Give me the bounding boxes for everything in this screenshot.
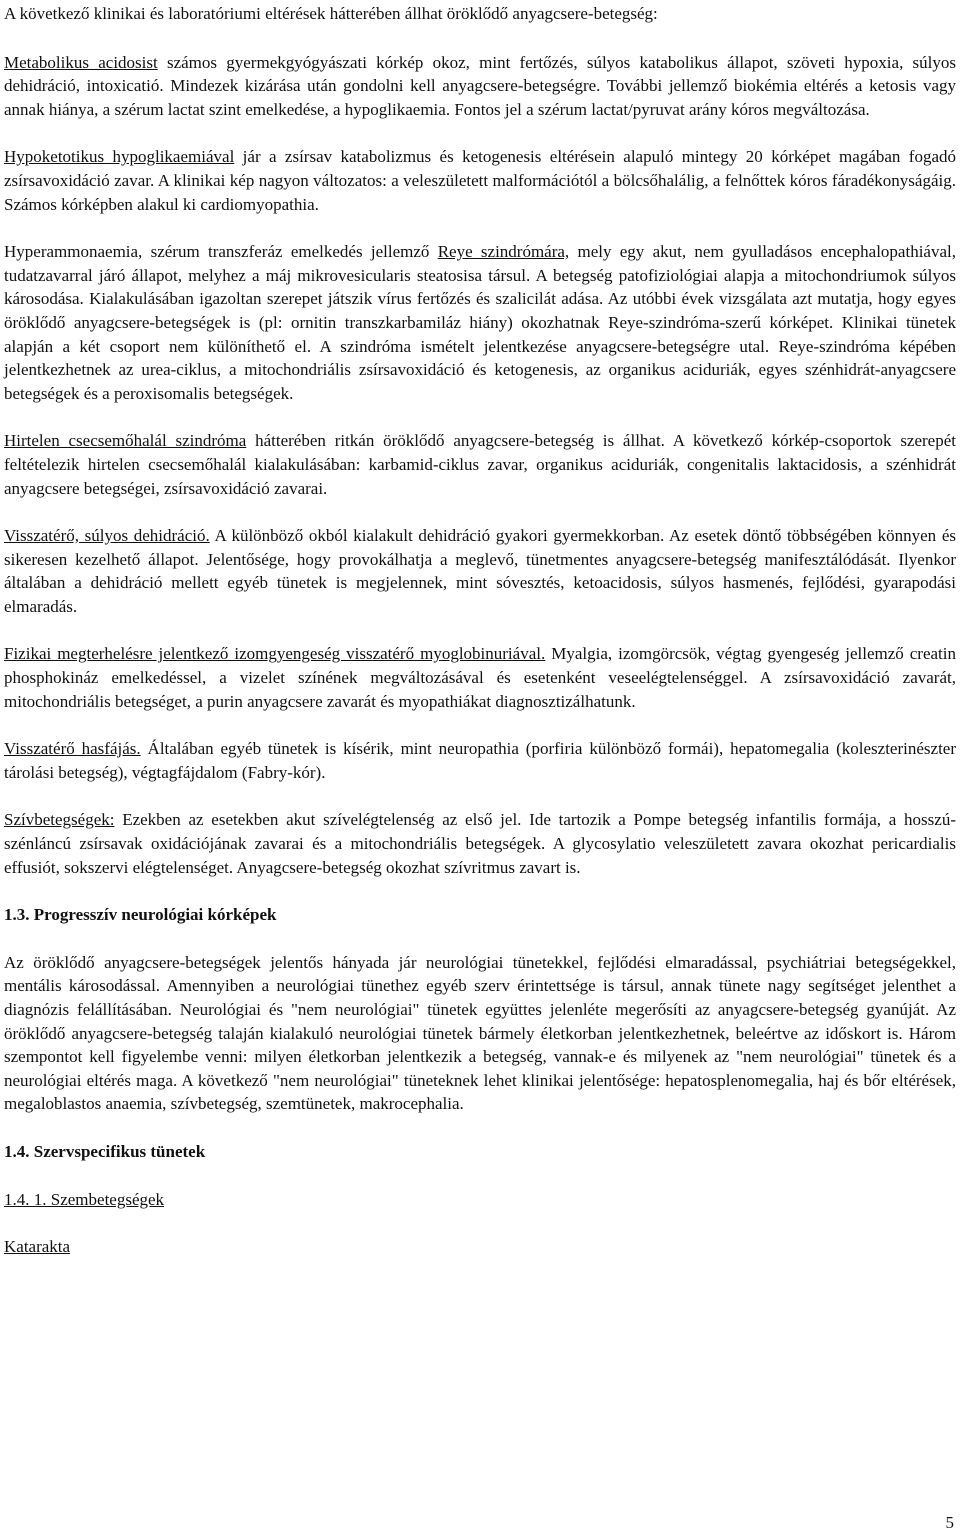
- subheading-cataract: Katarakta: [4, 1237, 71, 1257]
- term-reye: Reye szindrómára,: [437, 242, 570, 262]
- paragraph-body: hátterében ritkán öröklődő anyagcsere-betegség is állhat. A következő kórkép-csoportok szerepét feltételezik hirtelen csecsemőhalál kialakulásában: karbamid-ciklus zavar, organikus aciduriák, congenitalis laktacidosis, a szénhidrát anyagcsere betegségei, zsírsavoxidáció zavarai.: [4, 431, 957, 498]
- paragraph-dehydration: [4, 524, 956, 618]
- paragraph-heart-disease: [4, 808, 956, 879]
- paragraph-body: jár a zsírsav katabolizmus és ketogenesis eltérésein alapuló mintegy 20 kórképet magában fogadó zsírsavoxidáció zavar. A klinikai kép nagyon változatos: a veleszületett malformációtól a bölcsőhalálig, a felnőttek kóros fáradékonyságáig. Számos kórképben alakul ki cardiomyopathia.: [4, 147, 956, 214]
- page-number: 5: [945, 1513, 954, 1533]
- paragraph-lead: Hyperammonaemia, szérum transzferáz emelkedés jellemző: [4, 242, 438, 262]
- term-myoglobinuria: Fizikai megterhelésre jelentkező izomgyengeség visszatérő myoglobinuriával.: [4, 644, 546, 664]
- paragraph-body: Általában egyéb tünetek is kísérik, mint neuropathia (porfiria különböző formái), hepatomegalia (koleszterinészter tárolási betegség), végtagfájdalom (Fabry-kór).: [4, 739, 956, 782]
- document-page: [4, 2, 956, 1283]
- paragraph-myoglobinuria: [4, 642, 956, 713]
- paragraph-body: Ezekben az esetekben akut szívelégtelenség az első jel. Ide tartozik a Pompe betegség infantilis formája, a hosszú-szénláncú zsírsavak oxidációjának zavarai és a mitochondriális betegségek. A glycosylatio veleszületett zavara okozhat pericardialis effusiót, sokszervi elégtelenséget. Anyagcsere-betegség okozhat szívritmus zavart is.: [4, 810, 956, 877]
- paragraph-sids: [4, 429, 956, 500]
- term-abdominal-pain: Visszatérő hasfájás.: [4, 739, 141, 759]
- term-hypoketotic: Hypoketotikus hypoglikaemiával: [4, 147, 235, 167]
- paragraph-body: számos gyermekgyógyászati kórkép okoz, mint fertőzés, súlyos katabolikus állapot, szöveti hypoxia, súlyos dehidráció, intoxicatió. Mindezek kizárása után gondolni kell anyagcsere-betegségre. További jellemző biokémia eltérés a ketosis vagy annak hiánya, a szérum lactat szint emelkedése, a hypoglikaemia. Fontos jel a szérum lactat/pyruvat arány kóros megváltozása.: [4, 52, 957, 119]
- paragraph-body: Myalgia, izomgörcsök, végtag gyengeség jellemző creatin phosphokináz emelkedéssel, a vizelet színének megváltozásával és esetenként veseelégtelenséggel. A zsírsavoxidáció zavarát, mitochondriális betegséget, a purin anyagcsere zavarát és myopathiákat diagnosztizálhatunk.: [4, 644, 956, 711]
- paragraph-body: mely egy akut, nem gyulladásos encephalopathiával, tudatzavarral járó állapot, melyhez a máj mikrovesicularis steatosisa társul. A betegség patofiziológiai alapja a mitochondriumok súlyos károsodása. Kialakulásában igazoltan szerepet játszik vírus fertőzés és szalicilát adása. Az utóbbi évek vizsgálata azt mutatja, hogy egyes öröklődő anyagcsere-betegségek is (pl: ornitin transzkarbamiláz hiány) okozhatnak Reye-szindróma-szerű kórképet. Klinikai tünetek alapján a két csoport nem különíthető el. A szindróma ismételt jelentkezése anyagcsere-betegségre utal. Reye-szindróma képében jelentkezhetnek az urea-ciklus, a mitochondriális zsírsavoxidáció és ketogenesis, az organikus aciduriák, egyes szénhidrát-anyagcsere betegségek és a peroxisomalis betegségek.: [4, 242, 956, 403]
- section-heading-1-4: 1.4. Szervspecifikus tünetek: [4, 1141, 206, 1161]
- intro-text: A következő klinikai és laboratóriumi eltérések hátterében állhat öröklődő anyagcsere-betegség:: [4, 4, 658, 23]
- paragraph-body: A különböző okból kialakult dehidráció gyakori gyermekkorban. Az esetek döntő többségében könnyen és sikeresen kezelhető állapot. Jelentősége, hogy provokálhatja a meglevő, tünetmentes anyagcsere-betegség manifesztálódását. Ilyenkor általában a dehidráció mellett egyéb tünetek is megjelennek, mint sóvesztés, ketoacidosis, súlyos hasmenés, fejlődési, gyarapodási elmaradás.: [4, 526, 956, 616]
- section-heading-1-3: 1.3. Progresszív neurológiai kórképek: [4, 905, 277, 925]
- subheading-eye-diseases: 1.4. 1. Szembetegségek: [4, 1189, 165, 1209]
- term-heart-disease: Szívbetegségek:: [4, 810, 115, 830]
- paragraph-metabolic-acidosis: [4, 51, 956, 122]
- paragraph-abdominal-pain: [4, 737, 956, 784]
- paragraph-reye: [4, 240, 956, 405]
- term-metabolic-acidosis: Metabolikus acidosist: [4, 52, 158, 72]
- term-dehydration: Visszatérő, súlyos dehidráció.: [4, 526, 210, 546]
- paragraph-hypoketotic: [4, 145, 956, 216]
- paragraph-neurological: Az öröklődő anyagcsere-betegségek jelentős hányada jár neurológiai tünetekkel, fejlődési elmaradással, psychiátriai betegségekkel, mentális károsodással. Amennyiben a neurológiai tünethez egyéb szerv érintettsége is társul, annak tünete nagy segítséget jelenthet a diagnózis felállításában. Neurológiai és "nem neurológiai" tünetek együttes jelenléte megerősíti az anyagcsere-betegség gyanúját. Az öröklődő anyagcsere-betegség talaján kialakuló neurológiai tünetek bármely életkorban jelentkezhetnek, beleértve az időskort is. Három szempontot kell figyelembe venni: milyen életkorban jelentkezik a betegség, vannak-e és milyenek az "nem neurológiai" tünetek és a neurológiai eltérés maga. A következő "nem neurológiai" tüneteknek lehet klinikai jelentősége: hepatosplenomegalia, haj és bőr eltérések, megaloblastos anaemia, szívbetegség, szemtünetek, makrocephalia.: [4, 952, 956, 1114]
- term-sids: Hirtelen csecsemőhalál szindróma: [4, 431, 247, 451]
